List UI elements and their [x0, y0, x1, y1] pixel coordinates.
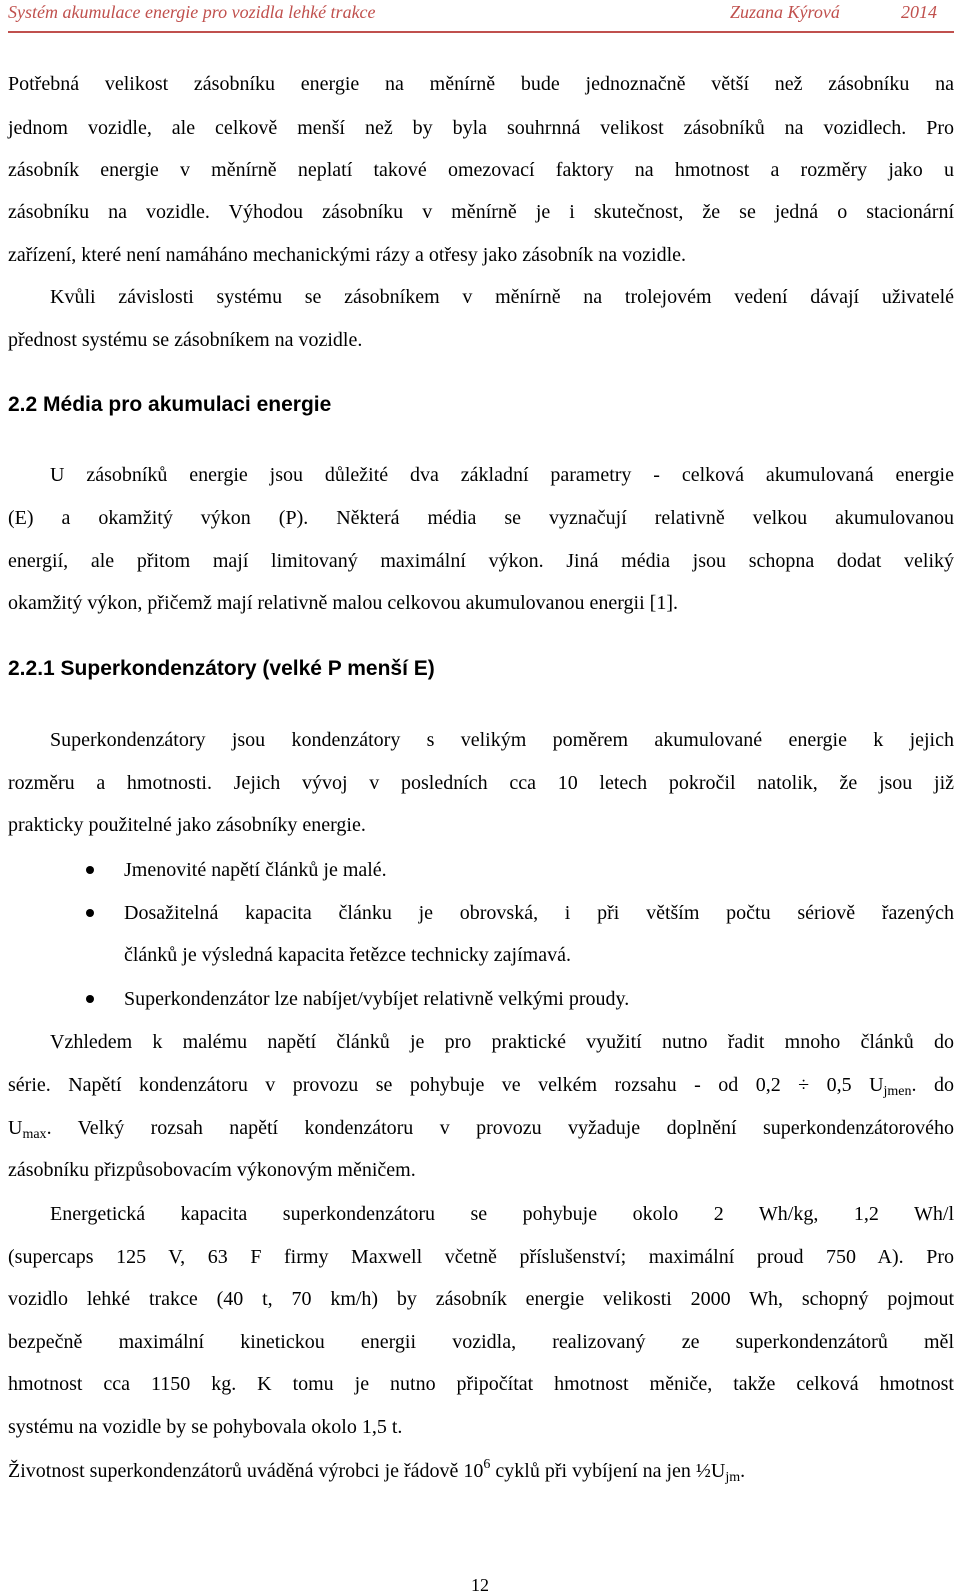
bullet-marker	[86, 995, 94, 1003]
paragraph-line: U zásobníků energie jsou důležité dva základní parametry - celková akumulovaná energie	[50, 464, 954, 486]
section-heading: 2.2 Média pro akumulaci energie	[8, 393, 332, 416]
subscript: jmen	[883, 1084, 912, 1099]
paragraph-line: systému na vozidle by se pohybovala okolo 1,5 t.	[8, 1416, 403, 1438]
paragraph-line: rozměru a hmotnosti. Jejich vývoj v posledních cca 10 letech pokročil natolik, že jsou již	[8, 772, 954, 794]
paragraph-line: hmotnost cca 1150 kg. K tomu je nutno připočítat hmotnost měniče, takže celková hmotnost	[8, 1373, 954, 1395]
paragraph-line: (supercaps 125 V, 63 F firmy Maxwell včetně příslušenství; maximální proud 750 A). Pro	[8, 1246, 954, 1268]
bullet-item: Jmenovité napětí článků je malé.	[124, 859, 387, 881]
line-text: série. Napětí kondenzátoru v provozu se pohybuje ve velkém rozsahu - od 0,2 ÷ 0,5 U	[8, 1074, 884, 1096]
bullet-item-continuation: článků je výsledná kapacita řetězce technicky zajímavá.	[124, 944, 571, 966]
paragraph-line: Vzhledem k malému napětí článků je pro praktické využití nutno řadit mnoho článků do	[50, 1031, 954, 1053]
paragraph-line: přednost systému se zásobníkem na vozidle.	[8, 329, 363, 351]
paragraph-line: vozidlo lehké trakce (40 t, 70 km/h) by zásobník energie velikosti 2000 Wh, schopný pojmout	[8, 1288, 954, 1310]
paragraph-line: energií, ale přitom mají limitovaný maximální výkon. Jiná média jsou schopna dodat veliký	[8, 550, 954, 572]
bullet-marker	[86, 909, 94, 917]
paragraph-line: prakticky použitelné jako zásobníky energie.	[8, 814, 366, 836]
subscript: max	[22, 1127, 47, 1142]
paragraph-line: zásobník energie v měnírně neplatí takové omezovací faktory na hmotnost a rozměry jako u	[8, 159, 954, 181]
paragraph-line: bezpečně maximální kinetickou energii vozidla, realizovaný ze superkondenzátorů měl	[8, 1331, 954, 1353]
paragraph-line: okamžitý výkon, přičemž mají relativně malou celkovou akumulovanou energii [1].	[8, 592, 678, 614]
paragraph-line: zásobníku přizpůsobovacím výkonovým měničem.	[8, 1159, 416, 1181]
bullet-item: Dosažitelná kapacita článku je obrovská, i při větším počtu sériově řazených	[124, 902, 954, 924]
header-author: Zuzana Kýrová	[730, 2, 840, 22]
paragraph-line: zařízení, které není namáháno mechanickými rázy a otřesy jako zásobník na vozidle.	[8, 244, 687, 266]
header-title: Systém akumulace energie pro vozidla lehké trakce	[8, 2, 376, 22]
paragraph-line	[8, 1116, 954, 1140]
paragraph-line: Superkondenzátory jsou kondenzátory s velikým poměrem akumulované energie k jejich	[50, 729, 954, 751]
line-text: U	[8, 1117, 23, 1139]
paragraph-line: Energetická kapacita superkondenzátoru se pohybuje okolo 2 Wh/kg, 1,2 Wh/l	[50, 1203, 954, 1225]
paragraph-line: zásobníku na vozidle. Výhodou zásobníku v měnírně je i skutečnost, že se jedná o stacionární	[8, 201, 954, 223]
line-text: . do	[911, 1074, 954, 1096]
page-header	[8, 2, 954, 30]
subscript: jm	[725, 1470, 741, 1485]
superscript: 6	[483, 1457, 491, 1472]
header-rule	[8, 31, 954, 33]
paragraph-line: Kvůli závislosti systému se zásobníkem v měnírně na trolejovém vedení dávají uživatelé	[50, 286, 954, 308]
bullet-item: Superkondenzátor lze nabíjet/vybíjet relativně velkými proudy.	[124, 988, 630, 1010]
line-text: Životnost superkondenzátorů uváděná výrobci je řádově 10	[8, 1460, 484, 1482]
header-year: 2014	[901, 2, 937, 22]
page-number: 12	[471, 1575, 489, 1595]
paragraph-line	[8, 1459, 745, 1483]
paragraph-line	[8, 1073, 954, 1097]
line-text: . Velký rozsah napětí kondenzátoru v provozu vyžaduje doplnění superkondenzátorového	[46, 1117, 954, 1139]
line-text: cyklů při vybíjení na jen ½U	[490, 1460, 726, 1482]
paragraph-line: Potřebná velikost zásobníku energie na měnírně bude jednoznačně větší než zásobníku na	[8, 73, 954, 95]
line-text: .	[740, 1460, 746, 1482]
paragraph-line: (E) a okamžitý výkon (P). Některá média se vyznačují relativně velkou akumulovanou	[8, 507, 954, 529]
paragraph-line: jednom vozidle, ale celkově menší než by byla souhrnná velikost zásobníků na vozidlech. Pro	[8, 117, 954, 139]
bullet-marker	[86, 866, 94, 874]
subsection-heading: 2.2.1 Superkondenzátory (velké P menší E)	[8, 657, 435, 680]
